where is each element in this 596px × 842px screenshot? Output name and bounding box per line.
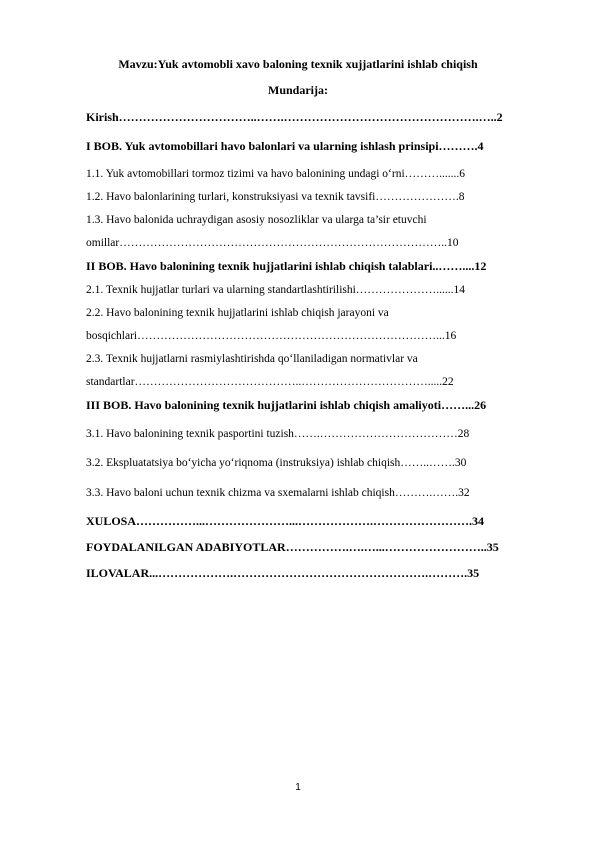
toc-entry-1-3-line2: omillar…………………………………………………………………………..10 (86, 237, 459, 249)
toc-entry-3-2: 3.2. Ekspluatatsiya bo‘yicha yo‘riqnoma (instruksiya) ishlab chiqish……..…….30 (86, 457, 467, 469)
toc-entry-chapter-1: I BOB. Yuk avtomobillari havo balonlari va ularning ishlash prinsipi……….4 (86, 139, 484, 153)
page-number: 1 (295, 782, 301, 793)
toc-entry-3-3: 3.3. Havo baloni uchun texnik chizma va sxemalarni ishlab chiqish……….…….32 (86, 487, 470, 499)
toc-entry-appendix: ILOVALAR...……………….………………………………………….……….35 (86, 566, 480, 580)
toc-entry-3-1: 3.1. Havo balonining texnik pasportini tuzish…….………………………………28 (86, 428, 470, 440)
toc-entry-1-3-line1: 1.3. Havo balonida uchraydigan asosiy nosozliklar va ularga ta’sir etuvchi (86, 214, 427, 226)
toc-entry-1-1: 1.1. Yuk avtomobillari tormoz tizimi va havo balonining undagi o‘rni……….......6 (86, 168, 466, 180)
toc-entry-2-3-line1: 2.3. Texnik hujjatlarni rasmiylashtirishda qo‘llaniladigan normativlar va (86, 353, 418, 365)
toc-entry-2-2-line1: 2.2. Havo balonining texnik hujjatlarini ishlab chiqish jarayoni va (86, 307, 389, 319)
toc-entry-2-2-line2: bosqichlari……………………………………………………………………...16 (86, 330, 457, 342)
toc-entry-1-2: 1.2. Havo balonlarining turlari, konstruksiyasi va texnik tavsifi………………….8 (86, 191, 465, 203)
document-title: Mavzu:Yuk avtomobli xavo baloning texnik xujjatlarini ishlab chiqish (118, 57, 478, 71)
toc-entry-conclusion: XULOSA……………...…………………...……………….…………………….34 (86, 514, 485, 528)
toc-entry-2-1: 2.1. Texnik hujjatlar turlari va ularning standartlashtirilishi…………………......14 (86, 284, 466, 296)
toc-entry-chapter-2: II BOB. Havo balonining texnik hujjatlarini ishlab chiqish talablari..……....12 (86, 259, 487, 273)
toc-entry-2-3-line2: standartlar……………………………………..…………………………….....22 (86, 376, 454, 388)
contents-heading: Mundarija: (268, 83, 328, 97)
toc-entry-chapter-3: III BOB. Havo balonining texnik hujjatlarini ishlab chiqish amaliyoti……...26 (86, 398, 487, 412)
toc-entry-intro: Kirish……………………………..…….………………………………………….…..2 (86, 110, 503, 124)
toc-entry-bibliography: FOYDALANILGAN ADABIYOTLAR…………….….…...……………………..35 (86, 540, 499, 554)
